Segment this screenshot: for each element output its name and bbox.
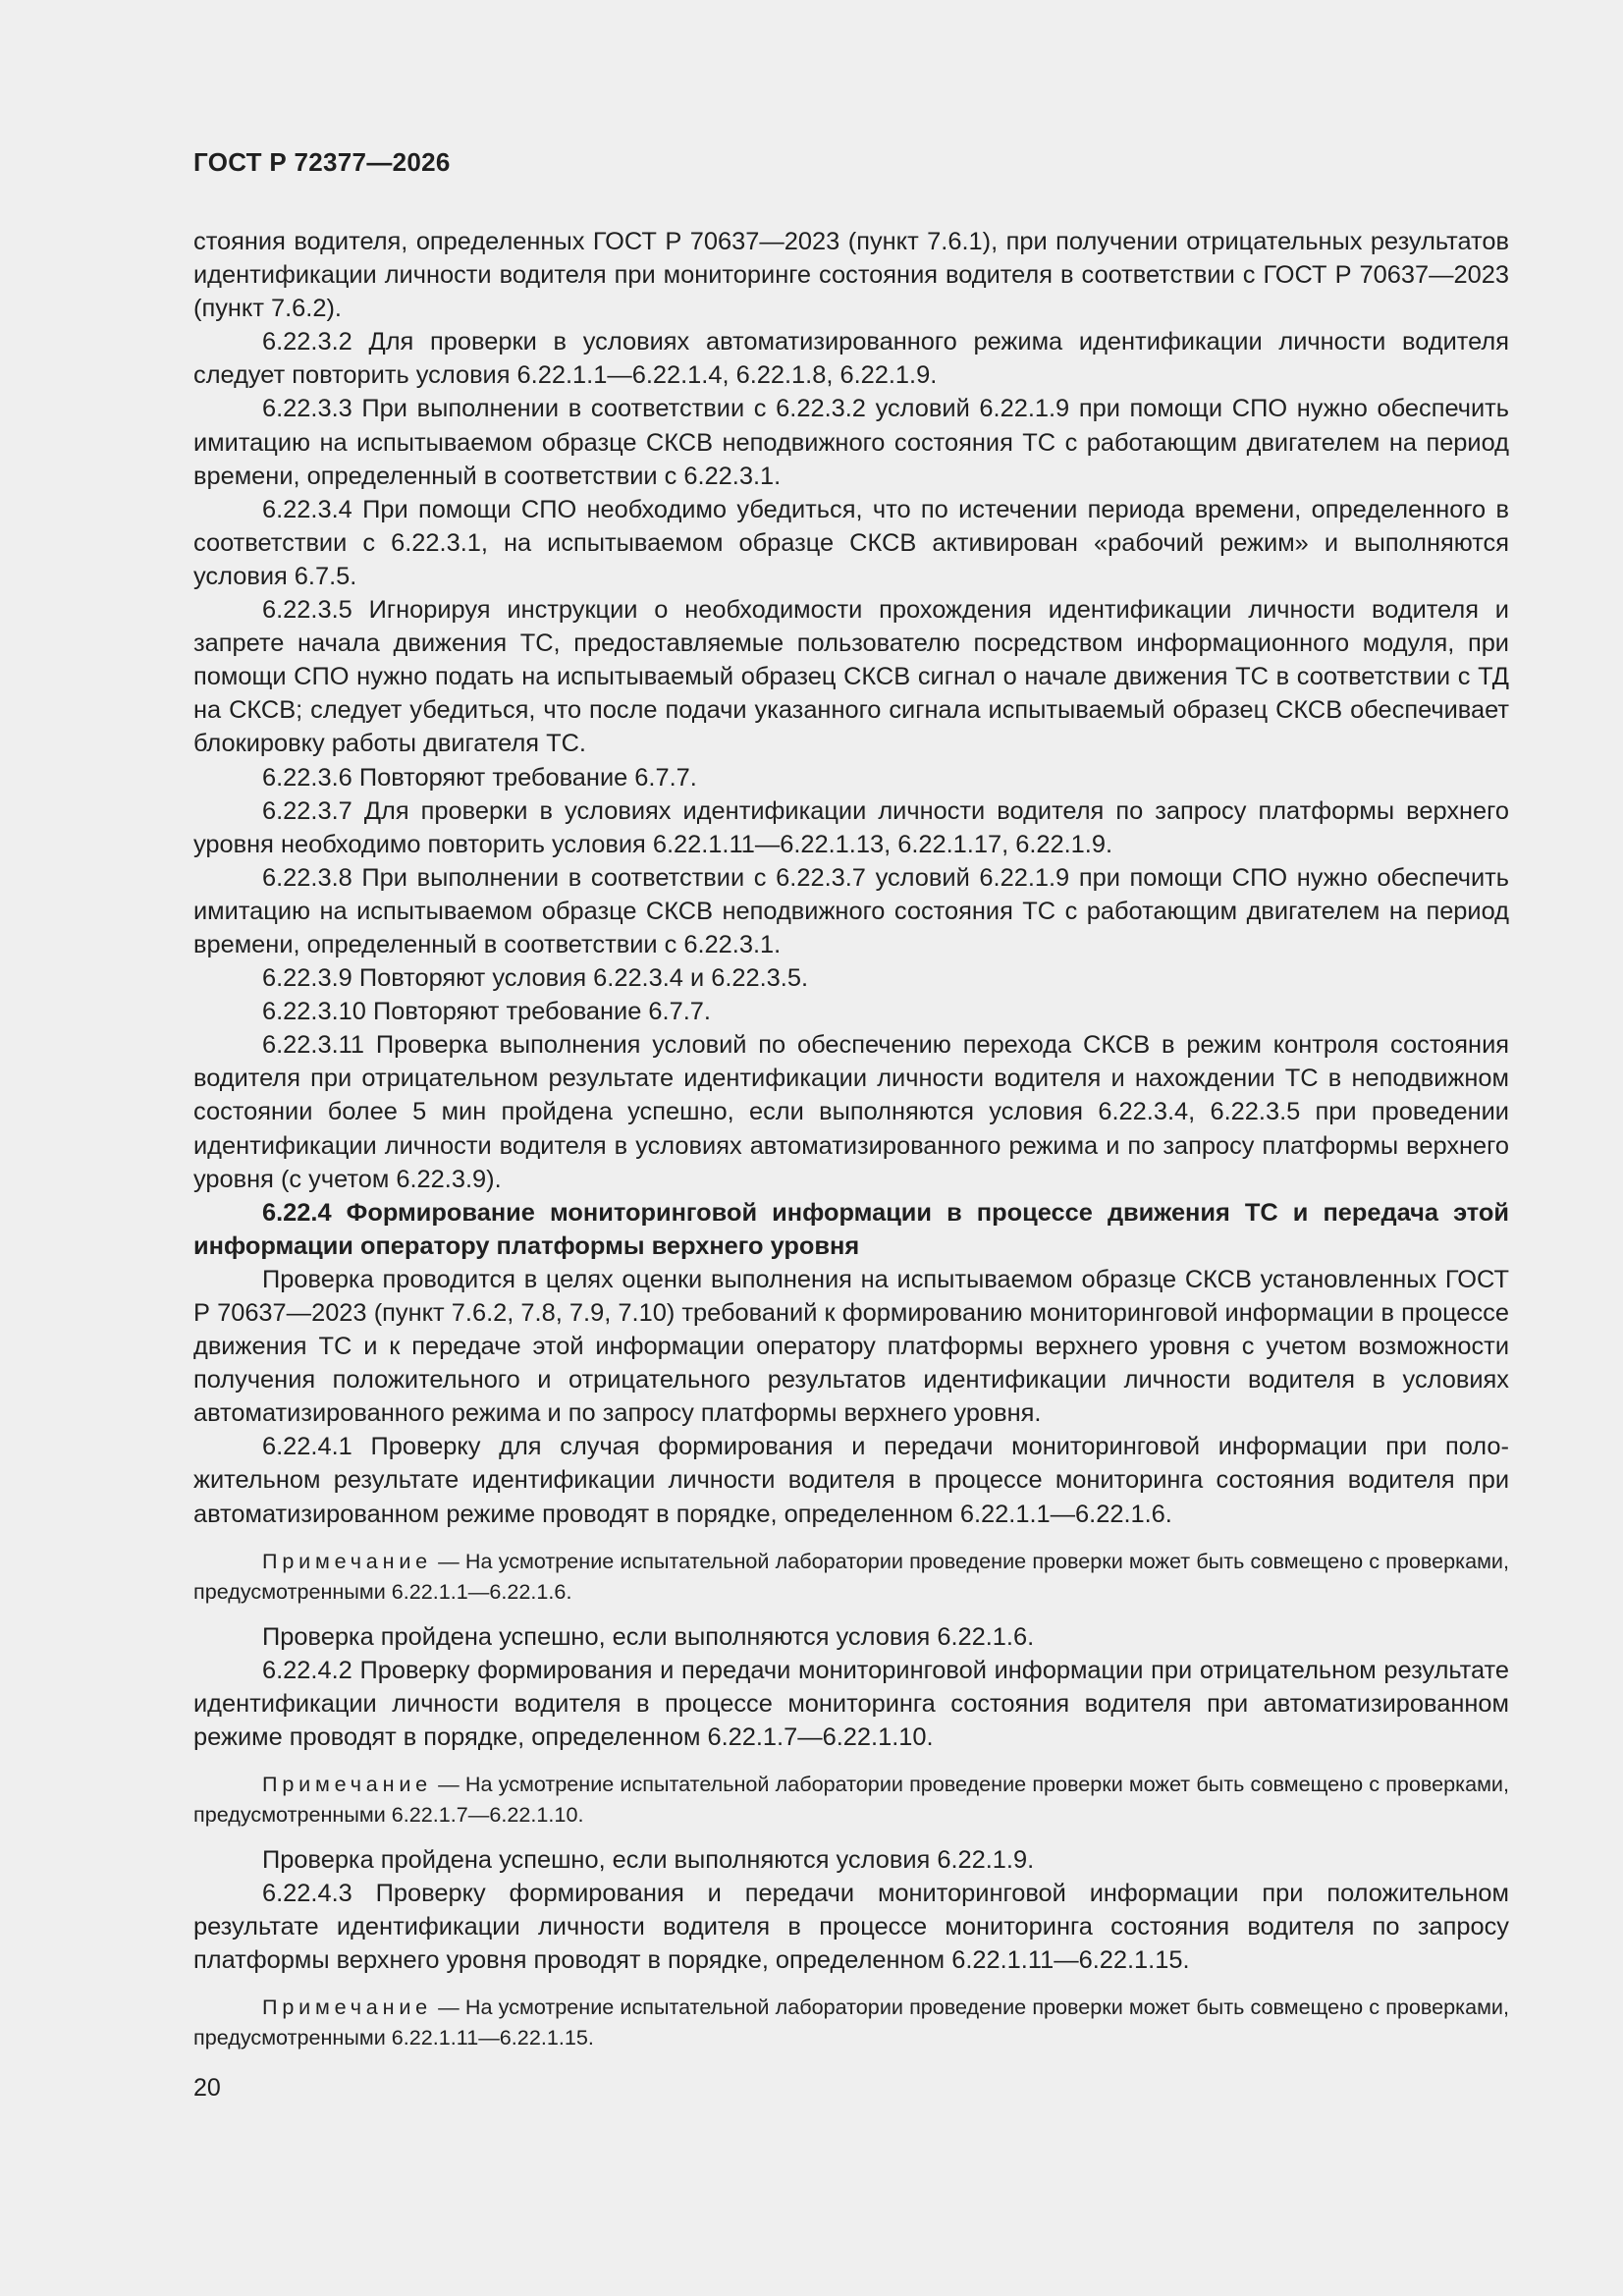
- note-text: — На усмотрение испытательной лаборатории проведение проверки может быть совмещено с проверками, предусмотренными 6.22.1.11—6.22.1.15.: [193, 1995, 1509, 2050]
- document-body: [193, 225, 1509, 2066]
- note-label: Примечание: [262, 1772, 432, 1797]
- note-2: [193, 1769, 1509, 1830]
- paragraph-result-2: Проверка пройдена успешно, если выполняются условия 6.22.1.9.: [262, 1846, 1035, 1875]
- paragraph-6-22-3-4: 6.22.3.4 При помощи СПО необходимо убедиться, что по истечении периода времени, определенного в соответствии с 6.22.3.1, на испытываемом образце СКСВ активирован «рабочий режим» и выполняются условия 6.7.5.: [193, 495, 1509, 590]
- paragraph-6-22-3-8: 6.22.3.8 При выполнении в соответствии с 6.22.3.7 условий 6.22.1.9 при помощи СПО нужно обеспечить имитацию на испытываемом образце СКСВ неподвижного состояния ТС с работающим двигателем на период времени, определенный в соответствии с 6.22.3.1.: [193, 863, 1509, 958]
- note-label: Примечание: [262, 1995, 432, 2020]
- paragraph-6-22-4-1: 6.22.4.1 Проверку для случая формирования и передачи мониторинговой информации при положительном результате идентификации личности водителя в процессе мониторинга состояния водителя при автоматизированном режиме проводят в порядке, определенном 6.22.1.1—6.22.1.6.: [193, 1433, 1509, 1528]
- page-number: 20: [193, 2074, 221, 2102]
- note-3: [193, 1992, 1509, 2052]
- note-text: — На усмотрение испытательной лаборатории проведение проверки может быть совмещено с проверками, предусмотренными 6.22.1.1—6.22.1.6.: [193, 1548, 1509, 1604]
- paragraph-6-22-3-3: 6.22.3.3 При выполнении в соответствии с 6.22.3.2 условий 6.22.1.9 при помощи СПО нужно обеспечить имитацию на испытываемом образце СКСВ неподвижного состояния ТС с работающим двигателем на период времени, определенный в соответствии с 6.22.3.1.: [193, 395, 1509, 490]
- paragraph-6-22-3-10: 6.22.3.10 Повторяют требование 6.7.7.: [262, 998, 711, 1026]
- paragraph-6-22-3-5: 6.22.3.5 Игнорируя инструкции о необходимости прохождения идентификации личности водителя и запрете начала движения ТС, предоставляемые пользователю посредством информационного модуля, при помощи СПО нужно подать на испытываемый образец СКСВ сигнал о начале движения ТС в соответствии с ТД на СКСВ; следует убедиться, что после подачи указанного сигнала испытываемый образец СКСВ обеспечивает блокировку работы двигателя ТС.: [193, 596, 1509, 758]
- paragraph-6-22-4-2: 6.22.4.2 Проверку формирования и передачи мониторинговой информации при отрицательном результате идентификации личности водителя в процессе мониторинга состояния водителя при автоматизированном режиме проводят в порядке, определенном 6.22.1.7—6.22.1.10.: [193, 1656, 1509, 1751]
- standard-designation: ГОСТ Р 72377—2026: [193, 147, 451, 177]
- section-heading-6-22-4: 6.22.4 Формирование мониторинговой информации в процессе движения ТС и передача этой информации оператору платформы верхнего уровня: [193, 1198, 1509, 1260]
- paragraph-6-22-3-6: 6.22.3.6 Повторяют требование 6.7.7.: [262, 763, 697, 792]
- paragraph-continuation: стояния водителя, определенных ГОСТ Р 70637—2023 (пункт 7.6.1), при получении отрицательных результатов идентификации личности водителя при мониторинге состояния водителя в соответствии с ГОСТ Р 70637—2023 (пункт 7.6.2).: [193, 228, 1509, 323]
- note-text: — На усмотрение испытательной лаборатории проведение проверки может быть совмещено с проверками, предусмотренными 6.22.1.7—6.22.1.10.: [193, 1772, 1509, 1828]
- paragraph-6-22-3-2: 6.22.3.2 Для проверки в условиях автоматизированного режима идентификации личности водителя следует повторить условия 6.22.1.1—6.22.1.4, 6.22.1.8, 6.22.1.9.: [193, 328, 1509, 390]
- paragraph-6-22-3-9: 6.22.3.9 Повторяют условия 6.22.3.4 и 6.22.3.5.: [262, 964, 809, 993]
- note-label: Примечание: [262, 1548, 432, 1573]
- paragraph-result-1: Проверка пройдена успешно, если выполняются условия 6.22.1.6.: [262, 1622, 1035, 1651]
- paragraph-6-22-4-3: 6.22.4.3 Проверку формирования и передачи мониторинговой информации при положительном результате идентификации личности водителя в процессе мониторинга состояния водителя по запросу платформы верхнего уровня проводят в порядке, определенном 6.22.1.11—6.22.1.15.: [193, 1880, 1509, 1975]
- paragraph-6-22-3-7: 6.22.3.7 Для проверки в условиях идентификации личности водителя по запросу платформы верхнего уровня необходимо повторить условия 6.22.1.11—6.22.1.13, 6.22.1.17, 6.22.1.9.: [193, 796, 1509, 858]
- paragraph-6-22-3-11: 6.22.3.11 Проверка выполнения условий по обеспечению перехода СКСВ в режим контроля состояния водителя при отрицательном результате идентификации личности водителя и нахождении ТС в неподвижном состоянии более 5 мин пройдена успешно, если выполняются условия 6.22.3.4, 6.22.3.5 при проведении идентификации личности водителя в условиях автоматизированного режима и по запросу платформы верхнего уровня (с учетом 6.22.3.9).: [193, 1031, 1509, 1193]
- paragraph-6-22-4-intro: Проверка проводится в целях оценки выполнения на испытываемом образце СКСВ установленных ГОСТ Р 70637—2023 (пункт 7.6.2, 7.8, 7.9, 7.10) требований к формированию мониторинговой информации в процессе движения ТС и к передаче этой информации оператору платформы верхнего уровня с учетом возможности получения положительного и отрицательного результатов идентификации личности водителя в условиях автоматизированного режима и по запросу платформы верхнего уровня.: [193, 1265, 1509, 1428]
- note-1: [193, 1546, 1509, 1607]
